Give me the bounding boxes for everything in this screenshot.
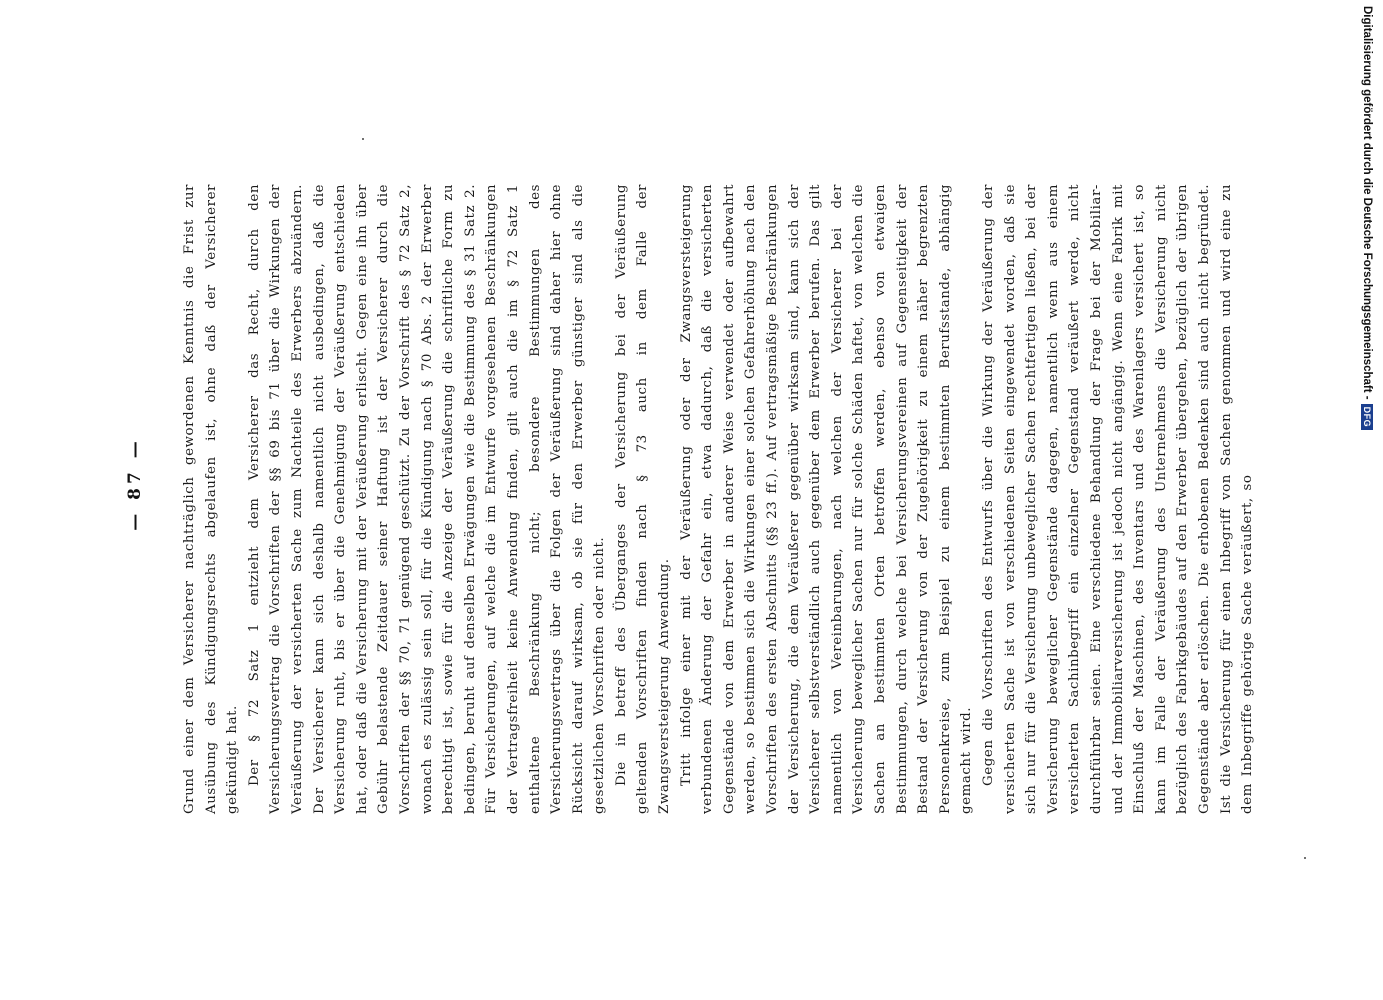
digitization-credit (1361, 6, 1373, 430)
paragraph: Grund einer dem Versicherer nachträglich gewordenen Kenntnis die Frist zur Ausübung des Kündigungsrechts abgelaufen ist, ohne daß der Versicherer gekündigt hat. (182, 184, 241, 814)
scan-speck (1304, 857, 1306, 859)
scan-speck (362, 138, 364, 140)
credit-text: Digitalisierung gefördert durch die Deutsche Forschungsgemeinschaft - (1361, 6, 1373, 400)
page-number: — 87 — (125, 437, 145, 531)
paragraph: Tritt infolge einer mit der Veräußerung oder der Zwangsversteigerung verbundenen Änderung der Gefahr ein, etwa dadurch, daß die versicherten Gegenstände von dem Erwerber in anderer Weise verwendet oder aufbewahrt werden, so bestimmen sich die Wirkungen einer solchen Gefahrerhöhung nach den Vorschriften des ersten Abschnitts (§§ 23 ff.). Auf vertragsmäßige Beschränkungen der Versicherung, die dem Veräußerer gegenüber wirksam sind, kann sich der Versicherer selbstverständlich auch gegenüber dem Erwerber berufen. Das gilt namentlich von Vereinbarungen, nach welchen der Versicherer bei der Versicherung beweglicher Sachen nur für solche Schäden haftet, von welchen die Sachen an bestimmten Orten betroffen werden, ebenso von etwaigen Bestimmungen, durch welche bei Versicherungsvereinen auf Gegenseitigkeit der Bestand der Versicherung von der Zugehörigkeit zu einem näher begrenzten Personenkreise, zum Beispiel zu einem bestimmten Berufsstande, abhängig gemacht wird. (678, 184, 975, 814)
rotated-book-page (125, 184, 1256, 814)
paragraph: Die in betreff des Überganges der Versicherung bei der Veräußerung geltenden Vorschriften finden nach § 73 auch in dem Falle der Zwangsversteigerung Anwendung. (613, 184, 673, 814)
paragraph: Der § 72 Satz 1 entzieht dem Versicherer das Recht, durch den Versicherungsvertrag die Vorschriften der §§ 69 bis 71 über die Wirkungen der Veräußerung der versicherten Sache zum Nachteile des Erwerbers abzuändern. Der Versicherer kann sich deshalb namentlich nicht ausbedingen, daß die Versicherung ruht, bis er über die Genehmigung der Veräußerung entschieden hat, oder daß die Versicherung mit der Veräußerung erlischt. Gegen eine ihn über Gebühr belastende Zeitdauer seiner Haftung ist der Versicherer durch die Vorschriften der §§ 70, 71 genügend geschützt. Zu der Vorschrift des § 72 Satz 2, wonach es zulässig sein soll, für die Kündigung nach § 70 Abs. 2 der Erwerber berechtigt ist, sowie für die Anzeige der Veräußerung die schriftliche Form zu bedingen, beruht auf denselben Erwägungen wie die Bestimmung des § 31 Satz 2. Für Versicherungen, auf welche die im Entwurfe vorgesehenen Beschränkungen der Vertragsfreiheit keine Anwendung finden, gilt auch die im § 72 Satz 1 enthaltene Beschränkung nicht; besondere Bestimmungen des Versicherungsvertrags über die Folgen der Veräußerung sind daher hier ohne Rücksicht darauf wirksam, ob sie für den Erwerber günstiger sind als die gesetzlichen Vorschriften oder nicht. (246, 184, 608, 814)
paragraph: Gegen die Vorschriften des Entwurfs über die Wirkung der Veräußerung der versicherten Sache ist von verschiedenen Seiten eingewendet worden, daß sie sich nur für die Versicherung unbeweglicher Sachen rechtfertigen ließen, bei der Versicherung beweglicher Gegenstände dagegen, namentlich wenn aus einem versicherten Sachinbegriff ein einzelner Gegenstand veräußert werde, nicht durchführbar seien. Eine verschiedene Behandlung der Frage bei der Mobiliar- und der Immobiliarversicherung ist jedoch nicht angängig. Wenn eine Fabrik mit Einschluß der Maschinen, des Inventars und des Warenlagers versichert ist, so kann im Falle der Veräußerung des Unternehmens die Versicherung nicht bezüglich des Fabrikgebäudes auf den Erwerber übergehen, bezüglich der übrigen Gegenstände aber erlöschen. Die erhobenen Bedenken sind auch nicht begründet. Ist die Versicherung für einen Inbegriff von Sachen genommen und wird eine zu dem Inbegriffe gehörige Sache veräußert, so (980, 184, 1256, 814)
body-text (179, 184, 1259, 814)
dfg-logo: DFG (1361, 404, 1373, 431)
